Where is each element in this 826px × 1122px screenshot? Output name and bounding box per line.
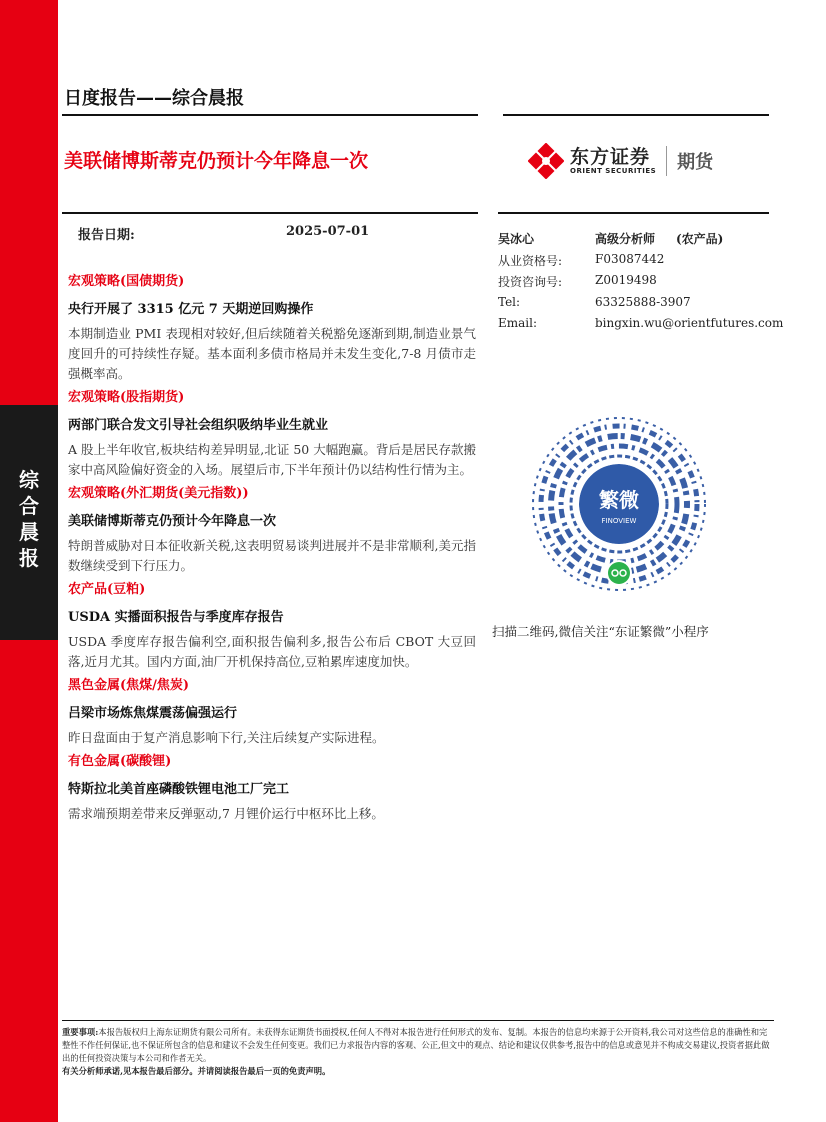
analyst-label: 投资咨询号: [498,275,563,289]
mid-rule-left [62,212,478,214]
disclaimer-label: 重要事项: [62,1027,99,1037]
logo-sub: 期货 [677,152,714,173]
analyst-value: Z0019498 [595,273,657,287]
section-headline: 央行开展了 3315 亿元 7 天期逆回购操作 [68,302,314,317]
section [68,272,476,384]
analyst-field: (农产品) [676,232,724,246]
section-body: USDA 季度库存报告偏利空,面积报告偏利多,报告公布后 CBOT 大豆回落,近月尤其。国内方面,油厂开机保持高位,豆粕累库速度加快。 [68,634,476,669]
section [68,676,476,748]
analyst-label: 从业资格号: [498,253,563,268]
logo-mark-icon [528,143,564,179]
section-tag: 黑色金属(焦煤/焦炭) [68,678,190,693]
section-headline: 两部门联合发文引导社会组织吸纳毕业生就业 [68,418,329,433]
analyst-label: Email: [498,316,538,330]
company-logo [528,142,738,180]
logo-separator [666,146,667,176]
side-tab-char: 晨 [19,520,39,544]
footer-rule [62,1020,774,1021]
section-body: 昨日盘面由于复产消息影响下行,关注后续复产实际进程。 [68,730,385,745]
report-type: 日度报告——综合晨报 [64,88,244,109]
section-tag: 有色金属(碳酸锂) [68,754,172,769]
analyst-title: 高级分析师 [595,232,656,246]
analyst-label: Tel: [498,294,521,309]
section-headline: 特斯拉北美首座磷酸铁锂电池工厂完工 [68,782,290,797]
analyst-email[interactable]: bingxin.wu@orientfutures.com [595,316,784,330]
section-tag: 农产品(豆粕) [68,582,146,597]
analyst-name: 吴冰心 [498,232,535,246]
summary-sections [68,272,476,828]
side-tab [0,405,58,640]
page-title: 美联储博斯蒂克仍预计今年降息一次 [64,150,369,172]
mid-rule-right [498,212,769,214]
analyst-commitment: 有关分析师承诺,见本报告最后部分。并请阅读报告最后一页的免责声明。 [62,1066,331,1076]
section [68,484,476,576]
analyst-value: 63325888-3907 [595,294,691,309]
section-body: 需求端预期差带来反弹驱动,7 月锂价运行中枢环比上移。 [68,806,384,821]
section-body: A 股上半年收官,板块结构差异明显,北证 50 大幅跑赢。背后是居民存款搬家中高风险偏好资金的入场。展望后市,下半年预计仍以结构性行情为主。 [68,442,476,477]
qr-center-cn: 繁微 [599,488,639,512]
disclaimer-text: 本报告版权归上海东证期货有限公司所有。未获得东证期货书面授权,任何人不得对本报告进行任何形式的发布、复制。本报告的信息均来源于公开资料,我公司对这些信息的准确性和完整性不作任何保证,也不保证所包含的信息和建议不会发生任何变更。我们已力求报告内容的客观、公正,但文中的观点、结论和建议仅供参考,报告中的信息或意见并不构成交易建议,投资者据此做出的任何投资决策与本公司和作者无关。 [62,1027,770,1063]
section-headline: 美联储博斯蒂克仍预计今年降息一次 [68,514,277,529]
section-headline: USDA 实播面积报告与季度库存报告 [68,610,284,625]
section-tag: 宏观策略(股指期货) [68,390,185,405]
qr-caption: 扫描二维码,微信关注“东证繁微”小程序 [492,624,709,639]
section-body: 本期制造业 PMI 表现相对较好,但后续随着关税豁免逐渐到期,制造业景气度回升的可持续性存疑。基本面利多债市格局并未发生变化,7-8 月债市走强概率高。 [68,326,476,381]
section [68,388,476,480]
analyst-info [498,230,784,338]
report-date-value: 2025-07-01 [286,224,370,239]
header-rule-right [503,114,769,116]
section-body: 特朗普威胁对日本征收新关税,这表明贸易谈判进展并不是非常顺利,美元指数继续受到下行压力。 [68,538,476,573]
side-tab-char: 合 [19,494,39,518]
section [68,752,476,824]
section-headline: 吕梁市场炼焦煤震荡偏强运行 [68,706,238,721]
header-rule-left [62,114,478,116]
side-tab-char: 综 [19,468,39,492]
section-tag: 宏观策略(外汇期货(美元指数)) [68,486,249,501]
disclaimer [62,1026,774,1078]
side-tab-char: 报 [19,546,39,570]
qr-code[interactable] [530,415,708,593]
report-date-label: 报告日期: [78,228,135,243]
section-tag: 宏观策略(国债期货) [68,274,185,289]
logo-en: ORIENT SECURITIES [570,167,657,175]
section [68,580,476,672]
logo-cn: 东方证券 [570,146,651,168]
qr-center-en: FINOVIEW [601,517,637,525]
analyst-value: F03087442 [595,251,665,266]
